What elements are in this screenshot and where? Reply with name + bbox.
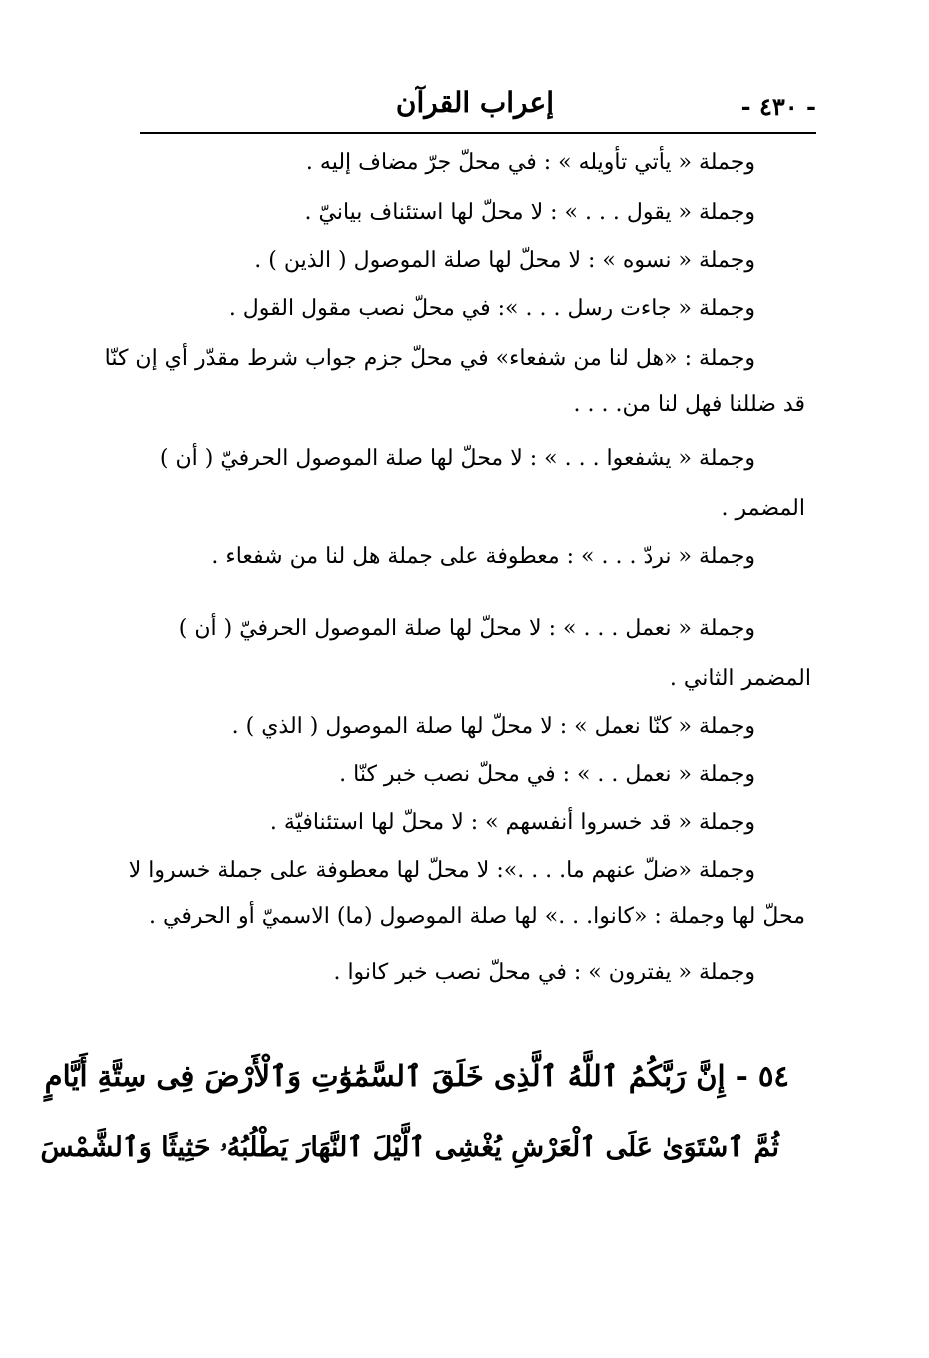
- text-line: المضمر .: [721, 496, 805, 521]
- text-line: وجملة « يفترون » : في محلّ نصب خبر كانوا .: [333, 960, 755, 985]
- text-line: وجملة «ضلّ عنهم ما. . . .»: لا محلّ لها معطوفة على جملة خسروا لا: [128, 858, 755, 883]
- text-line: وجملة « نعمل . . » : في محلّ نصب خبر كنّا .: [339, 762, 755, 787]
- text-line: قد ضللنا فهل لنا من. . . .: [573, 392, 805, 417]
- text-line: وجملة « كنّا نعمل » : لا محلّ لها صلة الموصول ( الذي ) .: [231, 714, 755, 739]
- verse-line: ٥٤ - إِنَّ رَبَّكُمُ ٱللَّهُ ٱلَّذِى خَلَقَ ٱلسَّمَٰوَٰتِ وَٱلْأَرْضَ فِى سِتَّةِ أَيَّامٍ: [44, 1059, 789, 1093]
- text-line: وجملة « يأتي تأويله » : في محلّ جرّ مضاف إليه .: [305, 150, 755, 175]
- text-line: وجملة « يشفعوا . . . » : لا محلّ لها صلة الموصول الحرفيّ ( أن ): [159, 446, 755, 471]
- page-number: - ٤٣٠ -: [740, 92, 816, 121]
- header-rule: [140, 132, 816, 134]
- text-line: وجملة « يقول . . . » : لا محلّ لها استئناف بيانيّ .: [304, 200, 755, 225]
- verse-line: ثُمَّ ٱسْتَوَىٰ عَلَى ٱلْعَرْشِ يُغْشِى ٱلَّيْلَ ٱلنَّهَارَ يَطْلُبُهُۥ حَثِيثًا وَٱلشَّمْسَ: [40, 1132, 779, 1163]
- running-title: إعراب القرآن: [395, 86, 554, 119]
- text-line: محلّ لها وجملة : «كانوا. . .» لها صلة الموصول (ما) الاسميّ أو الحرفي .: [149, 904, 805, 929]
- page-header: [140, 86, 816, 126]
- text-line: وجملة « جاءت رسل . . . »: في محلّ نصب مقول القول .: [228, 296, 755, 321]
- text-line: وجملة : «هل لنا من شفعاء» في محلّ جزم جواب شرط مقدّر أي إن كنّا: [104, 346, 755, 371]
- text-line: وجملة « قد خسروا أنفسهم » : لا محلّ لها استئنافيّة .: [269, 810, 755, 835]
- text-line: المضمر الثاني .: [669, 666, 811, 691]
- text-line: وجملة « نعمل . . . » : لا محلّ لها صلة الموصول الحرفيّ ( أن ): [178, 616, 755, 641]
- text-line: وجملة « نسوه » : لا محلّ لها صلة الموصول ( الذين ) .: [254, 248, 755, 273]
- text-line: وجملة « نردّ . . . » : معطوفة على جملة هل لنا من شفعاء .: [211, 544, 755, 569]
